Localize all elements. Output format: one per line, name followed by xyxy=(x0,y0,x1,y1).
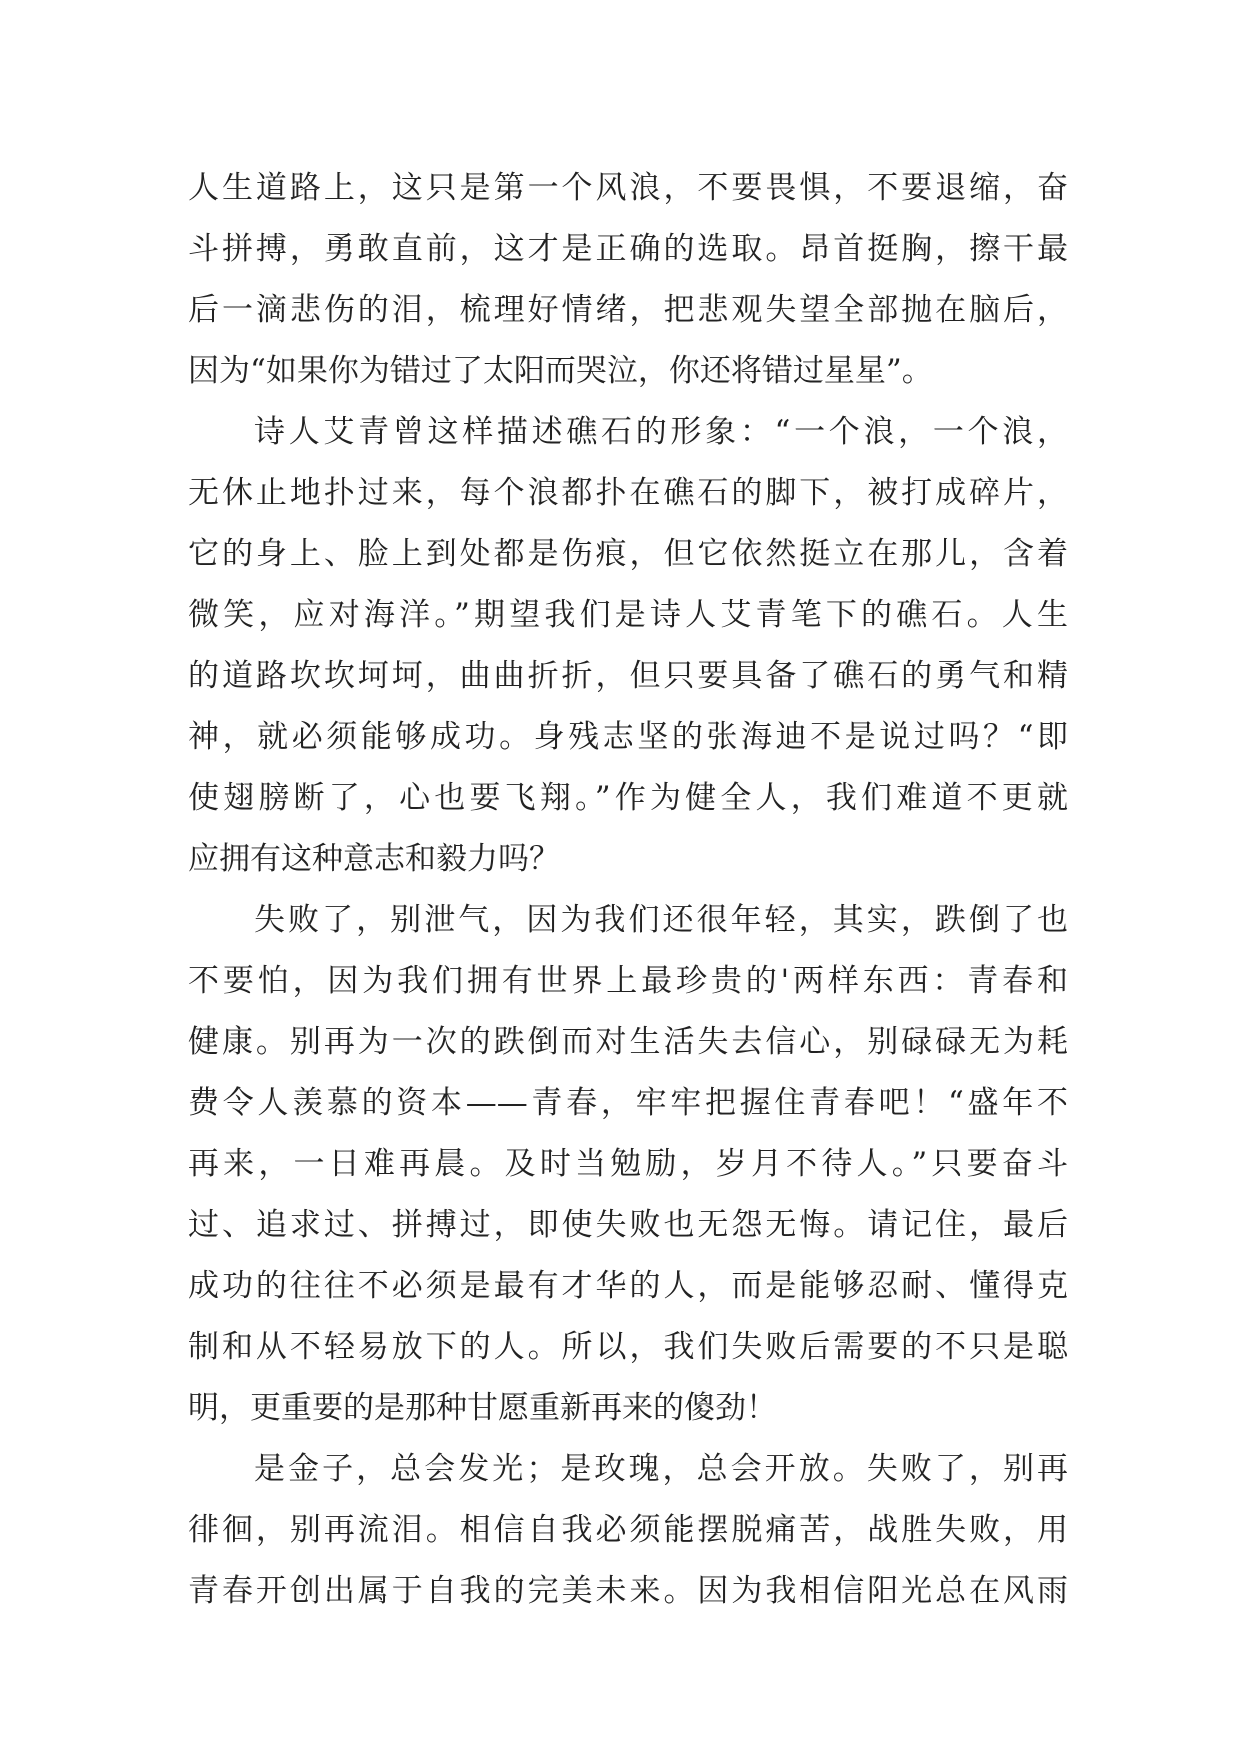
text-line: 应拥有这种意志和毅力吗？ xyxy=(188,841,560,877)
text-line: 青春开创出属于自我的完美未来。因为我相信阳光总在风雨 xyxy=(188,1573,1068,1609)
text-line: 神，就必须能够成功。身残志坚的张海迪不是说过吗？“即 xyxy=(188,719,1068,755)
text-line: 微笑，应对海洋。”期望我们是诗人艾青笔下的礁石。人生 xyxy=(188,597,1068,633)
text-line: 失败了，别泄气，因为我们还很年轻，其实，跌倒了也 xyxy=(254,902,1068,938)
text-line: 诗人艾青曾这样描述礁石的形象：“一个浪，一个浪， xyxy=(254,414,1068,450)
text-line: 健康。别再为一次的跌倒而对生活失去信心，别碌碌无为耗 xyxy=(188,1024,1068,1060)
text-line: 它的身上、脸上到处都是伤痕，但它依然挺立在那儿，含着 xyxy=(188,536,1068,572)
text-line: 明，更重要的是那种甘愿重新再来的傻劲！ xyxy=(188,1390,777,1426)
text-line: 人生道路上，这只是第一个风浪，不要畏惧，不要退缩，奋 xyxy=(188,170,1068,206)
text-line: 后一滴悲伤的泪，梳理好情绪，把悲观失望全部抛在脑后， xyxy=(188,292,1068,328)
text-line: 无休止地扑过来，每个浪都扑在礁石的脚下，被打成碎片， xyxy=(188,475,1068,511)
text-line: 再来，一日难再晨。及时当勉励，岁月不待人。”只要奋斗 xyxy=(188,1146,1068,1182)
text-line: 过、追求过、拼搏过，即使失败也无怨无悔。请记住，最后 xyxy=(188,1207,1068,1243)
text-line: 斗拼搏，勇敢直前，这才是正确的选取。昂首挺胸，擦干最 xyxy=(188,231,1068,267)
text-line: 徘徊，别再流泪。相信自我必须能摆脱痛苦，战胜失败，用 xyxy=(188,1512,1068,1548)
text-line: 因为“如果你为错过了太阳而哭泣，你还将错过星星”。 xyxy=(188,353,933,389)
text-line: 是金子，总会发光；是玫瑰，总会开放。失败了，别再 xyxy=(254,1451,1068,1487)
text-line: 制和从不轻易放下的人。所以，我们失败后需要的不只是聪 xyxy=(188,1329,1068,1365)
text-line: 费令人羡慕的资本——青春，牢牢把握住青春吧！“盛年不 xyxy=(188,1085,1068,1121)
text-line: 使翅膀断了，心也要飞翔。”作为健全人，我们难道不更就 xyxy=(188,780,1068,816)
document-body xyxy=(188,158,1068,1622)
text-line: 的道路坎坎坷坷，曲曲折折，但只要具备了礁石的勇气和精 xyxy=(188,658,1068,694)
text-line: 不要怕，因为我们拥有世界上最珍贵的'两样东西：青春和 xyxy=(188,963,1068,999)
text-line: 成功的往往不必须是最有才华的人，而是能够忍耐、懂得克 xyxy=(188,1268,1068,1304)
